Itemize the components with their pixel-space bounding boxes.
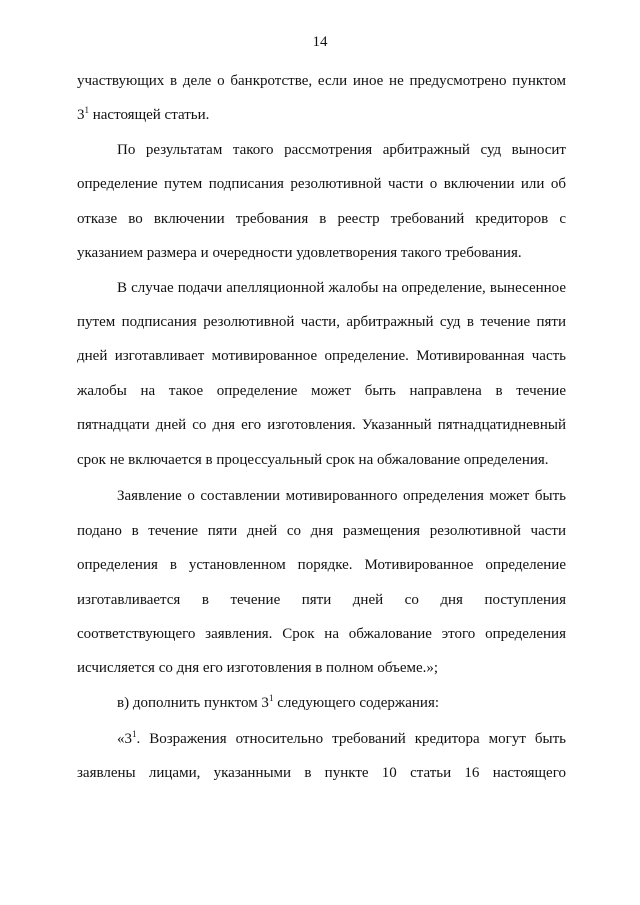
text-fragment: настоящей статьи. <box>89 107 210 123</box>
text-line <box>77 106 566 124</box>
text-line: путем подписания резолютивной части, арбитражный суд в течение пяти <box>77 314 566 330</box>
text-fragment: 3 <box>77 107 85 123</box>
superscript: 1 <box>84 105 89 115</box>
text-line: указанием размера и очередности удовлетворения такого требования. <box>77 245 522 261</box>
superscript: 1 <box>132 729 137 739</box>
text-fragment: следующего содержания: <box>273 695 440 711</box>
text-fragment: в) дополнить пунктом 3 <box>117 695 269 711</box>
text-line: жалобы на такое определение может быть направлена в течение <box>77 383 566 399</box>
text-line: подано в течение пяти дней со дня размещения резолютивной части <box>77 523 566 539</box>
text-line: заявлены лицами, указанными в пункте 10 статьи 16 настоящего <box>77 765 566 781</box>
text-fragment: . Возражения относительно требований кредитора могут быть <box>136 731 566 747</box>
text-line: исчисляется со дня его изготовления в полном объеме.»; <box>77 660 439 676</box>
page-number: 14 <box>312 34 328 50</box>
text-line: участвующих в деле о банкротстве, если иное не предусмотрено пунктом <box>77 73 566 89</box>
text-line: Заявление о составлении мотивированного определения может быть <box>117 488 566 504</box>
text-line: определение путем подписания резолютивной части о включении или об <box>77 176 566 192</box>
text-line: соответствующего заявления. Срок на обжалование этого определения <box>77 626 566 642</box>
superscript: 1 <box>268 693 274 703</box>
text-line: определения в установленном порядке. Мотивированное определение <box>77 557 566 573</box>
text-line: В случае подачи апелляционной жалобы на определение, вынесенное <box>117 280 566 296</box>
text-line: отказе во включении требования в реестр требований кредиторов с <box>77 211 566 227</box>
text-line <box>117 694 566 712</box>
text-line <box>117 730 566 748</box>
text-line: дней изготавливает мотивированное определение. Мотивированная часть <box>77 348 566 364</box>
text-line: изготавливается в течение пяти дней со дня поступления <box>77 592 566 608</box>
text-line: пятнадцати дней со дня его изготовления. Указанный пятнадцатидневный <box>77 417 566 433</box>
text-fragment: «3 <box>117 731 132 747</box>
text-line: По результатам такого рассмотрения арбитражный суд выносит <box>117 142 566 158</box>
text-line: срок не включается в процессуальный срок на обжалование определения. <box>77 452 549 468</box>
